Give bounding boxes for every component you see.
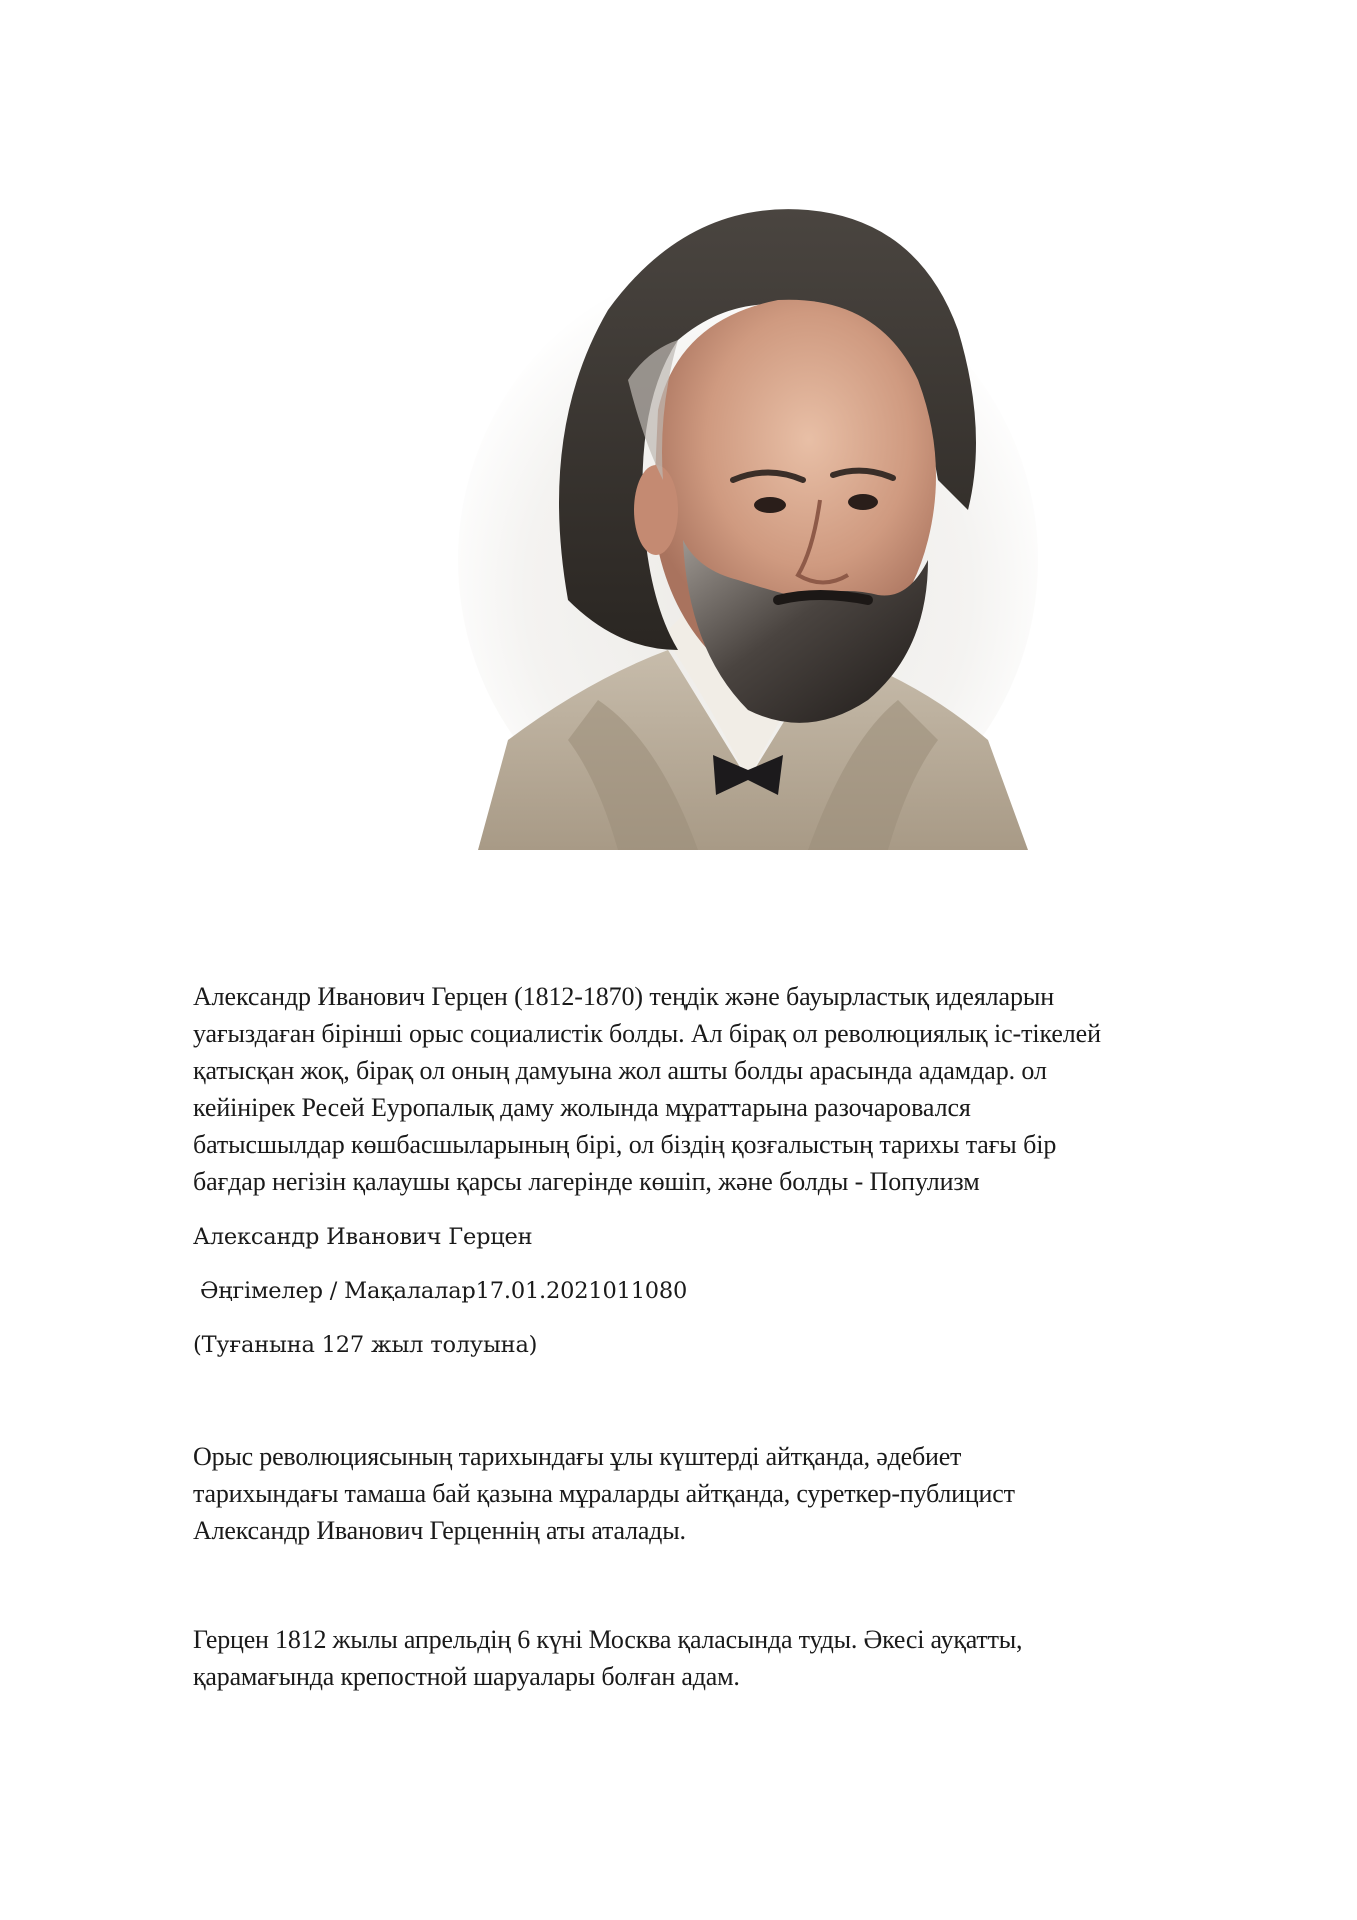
paragraph-line: Герцен 1812 жылы апрельдің 6 күні Москва қаласында туды. Әкесі ауқатты, [193,1625,1023,1654]
paragraph-line: Александр Иванович Герценнің аты аталады. [193,1516,686,1545]
intro-line: батысшылдар көшбасшыларының бірі, ол біздің қозғалыстың тарихы тағы бір [193,1130,1057,1159]
author-name-text: Александр Иванович Герцен [193,1224,533,1250]
category-line [193,1273,1273,1310]
intro-paragraph [193,978,1273,1200]
portrait-image [448,180,1048,850]
paragraph-3 [193,1621,1273,1695]
anniversary-line [193,1327,1273,1364]
anniversary-text: (Туғанына 127 жыл толуына) [193,1332,538,1358]
paragraph-line: тарихындағы тамаша бай қазына мұраларды айтқанда, суреткер-публицист [193,1479,1015,1508]
paragraph-line: қарамағында крепостной шаруалары болған адам. [193,1662,740,1691]
paragraph-line: Орыс революциясының тарихындағы ұлы күштерді айтқанда, әдебиет [193,1442,962,1471]
author-name [193,1219,1273,1256]
intro-line: Александр Иванович Герцен (1812-1870) теңдік және бауырластық идеяларын [193,982,1055,1011]
category-text: Әңгімелер / Мақалалар17.01.2021011080 [193,1278,688,1304]
portrait-illustration-icon [448,180,1048,850]
intro-line: кейінірек Ресей Еуропалық даму жолында мұраттарына разочаровался [193,1093,971,1122]
intro-line: қатысқан жоқ, бірақ ол оның дамуына жол ашты болды арасында адамдар. ол [193,1056,1047,1085]
paragraph-2 [193,1438,1273,1549]
intro-line: бағдар негізін қалаушы қарсы лагерінде көшіп, және болды - Популизм [193,1167,980,1196]
intro-line: уағыздаған бірінші орыс социалистік болды. Ал бірақ ол революциялық іс-тікелей [193,1019,1101,1048]
